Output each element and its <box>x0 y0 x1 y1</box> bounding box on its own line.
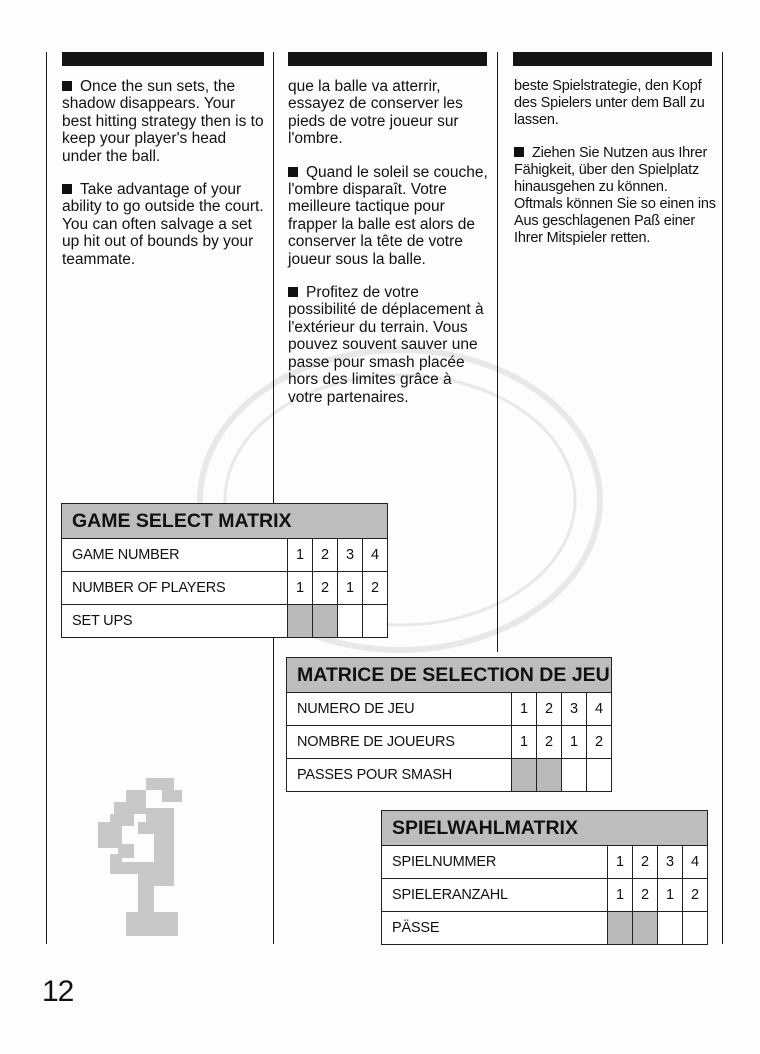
cell: 2 <box>683 879 708 912</box>
paragraph-de-1: beste Spielstrategie, den Kopf des Spielers unter dem Ball zu lassen. <box>514 78 705 128</box>
table-row <box>382 912 708 945</box>
bullet-square-icon <box>288 287 298 297</box>
cell: 1 <box>608 879 633 912</box>
row-label: PASSES POUR SMASH <box>287 759 512 792</box>
setup-cell-shaded <box>288 605 313 638</box>
column-french <box>288 78 488 422</box>
cell: 2 <box>363 572 388 605</box>
paragraph-en-2: Take advantage of your ability to go outside the court. You can often salvage a set up hit out of bounds by your teammate. <box>62 181 264 268</box>
header-bar-fr <box>288 52 487 66</box>
matrix-title: MATRICE DE SELECTION DE JEU <box>287 658 612 693</box>
paragraph-fr-2: Quand le soleil se couche, l'ombre disparaît. Votre meilleure tactique pour frapper la balle est alors de conserver la tête de votre joueur sous la balle. <box>288 163 488 268</box>
game-select-matrix-de <box>381 810 708 945</box>
column-divider-left <box>46 52 47 944</box>
cell: 2 <box>537 726 562 759</box>
header-bar-de <box>513 52 712 66</box>
setup-cell <box>587 759 612 792</box>
paragraph-fr-1: que la balle va atterrir, essayez de conserver les pieds de votre joueur sur l'ombre. <box>288 78 463 148</box>
cell: 3 <box>562 693 587 726</box>
cell: 4 <box>363 539 388 572</box>
matrix-title: GAME SELECT MATRIX <box>62 504 388 539</box>
setup-cell-shaded <box>512 759 537 792</box>
setup-cell <box>338 605 363 638</box>
paragraph-en-1: Once the sun sets, the shadow disappears. Your best hitting strategy then is to keep your player's head under the ball. <box>62 78 264 165</box>
row-label: NOMBRE DE JOUEURS <box>287 726 512 759</box>
cell: 1 <box>512 726 537 759</box>
cell: 1 <box>338 572 363 605</box>
cell: 1 <box>608 846 633 879</box>
bullet-square-icon <box>288 167 298 177</box>
matrix-title: SPIELWAHLMATRIX <box>382 811 708 846</box>
cell: 1 <box>288 539 313 572</box>
row-label: NUMERO DE JEU <box>287 693 512 726</box>
column-english <box>62 78 267 284</box>
volleyball-player-sprite-icon <box>98 778 188 936</box>
cell: 3 <box>658 846 683 879</box>
column-divider-right <box>722 52 723 944</box>
row-label: SPIELNUMMER <box>382 846 608 879</box>
table-row <box>382 846 708 879</box>
setup-cell-shaded <box>313 605 338 638</box>
game-select-matrix-fr <box>286 657 612 792</box>
cell: 2 <box>633 846 658 879</box>
column-german <box>514 78 716 263</box>
row-label: SPIELERANZAHL <box>382 879 608 912</box>
setup-cell-shaded <box>633 912 658 945</box>
paragraph-de-2: Ziehen Sie Nutzen aus Ihrer Fähigkeit, über den Spielplatz hinausgehen zu können. Oftmals können Sie so einen ins Aus geschlagenen Paß einer Ihrer Mitspieler retten. <box>514 145 716 246</box>
cell: 4 <box>587 693 612 726</box>
bullet-square-icon <box>62 81 72 91</box>
page-number: 12 <box>42 975 74 1008</box>
table-row <box>62 572 388 605</box>
cell: 1 <box>512 693 537 726</box>
cell: 2 <box>587 726 612 759</box>
cell: 2 <box>313 572 338 605</box>
table-row <box>287 726 612 759</box>
cell: 4 <box>683 846 708 879</box>
bullet-square-icon <box>514 147 524 157</box>
table-row <box>62 605 388 638</box>
table-row <box>287 693 612 726</box>
setup-cell-shaded <box>537 759 562 792</box>
row-label: PÄSSE <box>382 912 608 945</box>
row-label: NUMBER OF PLAYERS <box>62 572 288 605</box>
paragraph-fr-3: Profitez de votre possibilité de déplacement à l'extérieur du terrain. Vous pouvez souvent sauver une passe pour smash placée hors des limites grâce à votre partenaires. <box>288 284 484 406</box>
cell: 3 <box>338 539 363 572</box>
cell: 2 <box>537 693 562 726</box>
setup-cell <box>683 912 708 945</box>
setup-cell <box>562 759 587 792</box>
cell: 1 <box>562 726 587 759</box>
row-label: GAME NUMBER <box>62 539 288 572</box>
cell: 1 <box>288 572 313 605</box>
row-label: SET UPS <box>62 605 288 638</box>
table-row <box>382 879 708 912</box>
setup-cell <box>658 912 683 945</box>
header-bar-en <box>62 52 264 66</box>
game-select-matrix-en <box>61 503 388 638</box>
cell: 2 <box>633 879 658 912</box>
setup-cell <box>363 605 388 638</box>
bullet-square-icon <box>62 184 72 194</box>
cell: 1 <box>658 879 683 912</box>
table-row <box>62 539 388 572</box>
cell: 2 <box>313 539 338 572</box>
setup-cell-shaded <box>608 912 633 945</box>
table-row <box>287 759 612 792</box>
